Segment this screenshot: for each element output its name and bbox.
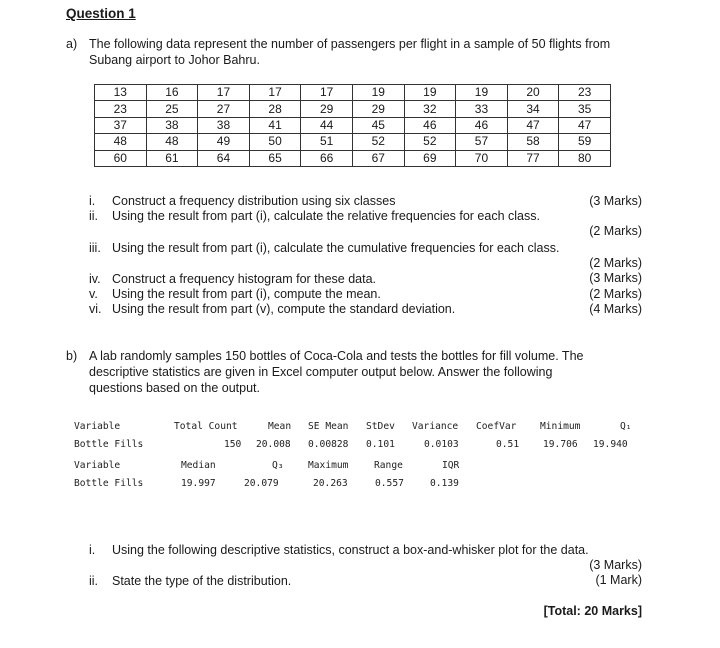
a-item-4-marks: (3 Marks) (589, 271, 642, 285)
table-cell: 29 (352, 101, 404, 117)
stats-v1-coefvar: 0.51 (496, 439, 520, 450)
table-cell: 77 (507, 150, 559, 166)
table-cell: 16 (146, 85, 198, 101)
stats-h2-q3: Q₃ (272, 460, 284, 471)
table-row (95, 134, 611, 150)
b-item-2-marks: (1 Mark) (595, 573, 642, 587)
stats-h1-variance: Variance (412, 421, 459, 432)
stats-h2-maximum: Maximum (308, 460, 349, 471)
table-cell: 20 (507, 85, 559, 101)
table-cell: 61 (146, 150, 198, 166)
stats-h1-stdev: StDev (366, 421, 395, 432)
table-cell: 69 (404, 150, 456, 166)
table-cell: 50 (249, 134, 301, 150)
part-a-label: a) (66, 37, 78, 51)
question-title: Question 1 (66, 6, 136, 21)
a-item-5-text: Using the result from part (i), compute the mean. (112, 287, 381, 301)
stats-h1-q1: Q₁ (620, 421, 632, 432)
stats-h1-variable: Variable (74, 421, 121, 432)
table-cell: 57 (456, 134, 508, 150)
a-item-3-text: Using the result from part (i), calculate the cumulative frequencies for each class. (112, 241, 560, 255)
table-cell: 23 (95, 101, 147, 117)
stats-h1-minimum: Minimum (540, 421, 581, 432)
stats-h1-coefvar: CoefVar (476, 421, 517, 432)
table-cell: 66 (301, 150, 353, 166)
table-cell: 48 (95, 134, 147, 150)
a-item-1-num: i. (89, 194, 96, 208)
table-cell: 34 (507, 101, 559, 117)
table-cell: 25 (146, 101, 198, 117)
table-cell: 67 (352, 150, 404, 166)
stats-v2-range: 0.557 (375, 478, 404, 489)
stats-v2-median: 19.997 (181, 478, 216, 489)
table-row (95, 117, 611, 133)
stats-v1-q1: 19.940 (593, 439, 628, 450)
a-item-2-marks: (2 Marks) (589, 224, 642, 238)
table-row (95, 101, 611, 117)
a-item-6-marks: (4 Marks) (589, 302, 642, 316)
part-b-intro-line3: questions based on the output. (89, 381, 260, 395)
stats-h1-se-mean: SE Mean (308, 421, 349, 432)
stats-h2-range: Range (374, 460, 403, 471)
table-cell: 47 (507, 117, 559, 133)
table-cell: 17 (198, 85, 250, 101)
a-item-2-num: ii. (89, 209, 99, 223)
stats-v1-stdev: 0.101 (366, 439, 395, 450)
stats-v2-q3: 20.079 (244, 478, 279, 489)
part-b-intro-line2: descriptive statistics are given in Excel computer output below. Answer the following (89, 365, 553, 379)
passenger-data-table (94, 84, 611, 167)
stats-h2-iqr: IQR (442, 460, 460, 471)
table-cell: 65 (249, 150, 301, 166)
table-cell: 19 (456, 85, 508, 101)
table-cell: 33 (456, 101, 508, 117)
total-marks: [Total: 20 Marks] (543, 604, 642, 618)
table-cell: 32 (404, 101, 456, 117)
table-cell: 80 (559, 150, 611, 166)
table-cell: 17 (249, 85, 301, 101)
table-cell: 49 (198, 134, 250, 150)
stats-v1-variable: Bottle Fills (74, 439, 144, 450)
table-cell: 19 (404, 85, 456, 101)
a-item-6-num: vi. (89, 302, 102, 316)
table-row (95, 85, 611, 101)
b-item-1-num: i. (89, 543, 96, 557)
table-cell: 64 (198, 150, 250, 166)
table-cell: 48 (146, 134, 198, 150)
table-cell: 35 (559, 101, 611, 117)
b-item-2-text: State the type of the distribution. (112, 574, 292, 588)
table-cell: 52 (404, 134, 456, 150)
b-item-1-text: Using the following descriptive statistics, construct a box-and-whisker plot for the data. (112, 543, 589, 557)
part-b-intro-line1: A lab randomly samples 150 bottles of Coca-Cola and tests the bottles for fill volume. The (89, 349, 584, 363)
stats-h1-total-count: Total Count (174, 421, 238, 432)
table-cell: 41 (249, 117, 301, 133)
a-item-1-text: Construct a frequency distribution using six classes (112, 194, 396, 208)
b-item-2-num: ii. (89, 574, 99, 588)
part-a-intro-line2: Subang airport to Johor Bahru. (89, 53, 260, 67)
table-cell: 13 (95, 85, 147, 101)
table-cell: 47 (559, 117, 611, 133)
table-cell: 60 (95, 150, 147, 166)
table-cell: 52 (352, 134, 404, 150)
a-item-4-num: iv. (89, 272, 101, 286)
a-item-3-num: iii. (89, 241, 101, 255)
stats-v2-maximum: 20.263 (313, 478, 348, 489)
table-cell: 17 (301, 85, 353, 101)
table-cell: 27 (198, 101, 250, 117)
table-cell: 45 (352, 117, 404, 133)
a-item-6-text: Using the result from part (v), compute the standard deviation. (112, 302, 456, 316)
table-cell: 58 (507, 134, 559, 150)
part-a-intro-line1: The following data represent the number of passengers per flight in a sample of 50 flights from (89, 37, 611, 51)
stats-v1-mean: 20.008 (256, 439, 291, 450)
table-cell: 70 (456, 150, 508, 166)
table-cell: 23 (559, 85, 611, 101)
table-cell: 38 (198, 117, 250, 133)
stats-h2-median: Median (181, 460, 216, 471)
table-cell: 29 (301, 101, 353, 117)
stats-h1-mean: Mean (268, 421, 292, 432)
stats-v2-iqr: 0.139 (430, 478, 459, 489)
table-cell: 59 (559, 134, 611, 150)
stats-v2-variable: Bottle Fills (74, 478, 144, 489)
stats-v1-se-mean: 0.00828 (308, 439, 349, 450)
table-cell: 46 (404, 117, 456, 133)
a-item-2-text: Using the result from part (i), calculate the relative frequencies for each class. (112, 209, 540, 223)
table-cell: 44 (301, 117, 353, 133)
table-cell: 51 (301, 134, 353, 150)
a-item-4-text: Construct a frequency histogram for these data. (112, 272, 377, 286)
table-cell: 38 (146, 117, 198, 133)
a-item-1-marks: (3 Marks) (589, 194, 642, 208)
table-row (95, 150, 611, 166)
table-cell: 28 (249, 101, 301, 117)
part-b-label: b) (66, 349, 78, 363)
a-item-3-marks: (2 Marks) (589, 256, 642, 270)
table-cell: 19 (352, 85, 404, 101)
table-cell: 46 (456, 117, 508, 133)
b-item-1-marks: (3 Marks) (589, 558, 642, 572)
a-item-5-num: v. (89, 287, 98, 301)
table-cell: 37 (95, 117, 147, 133)
stats-v1-total-count: 150 (224, 439, 242, 450)
a-item-5-marks: (2 Marks) (589, 287, 642, 301)
stats-v1-minimum: 19.706 (543, 439, 578, 450)
stats-h2-variable: Variable (74, 460, 121, 471)
stats-v1-variance: 0.0103 (424, 439, 459, 450)
